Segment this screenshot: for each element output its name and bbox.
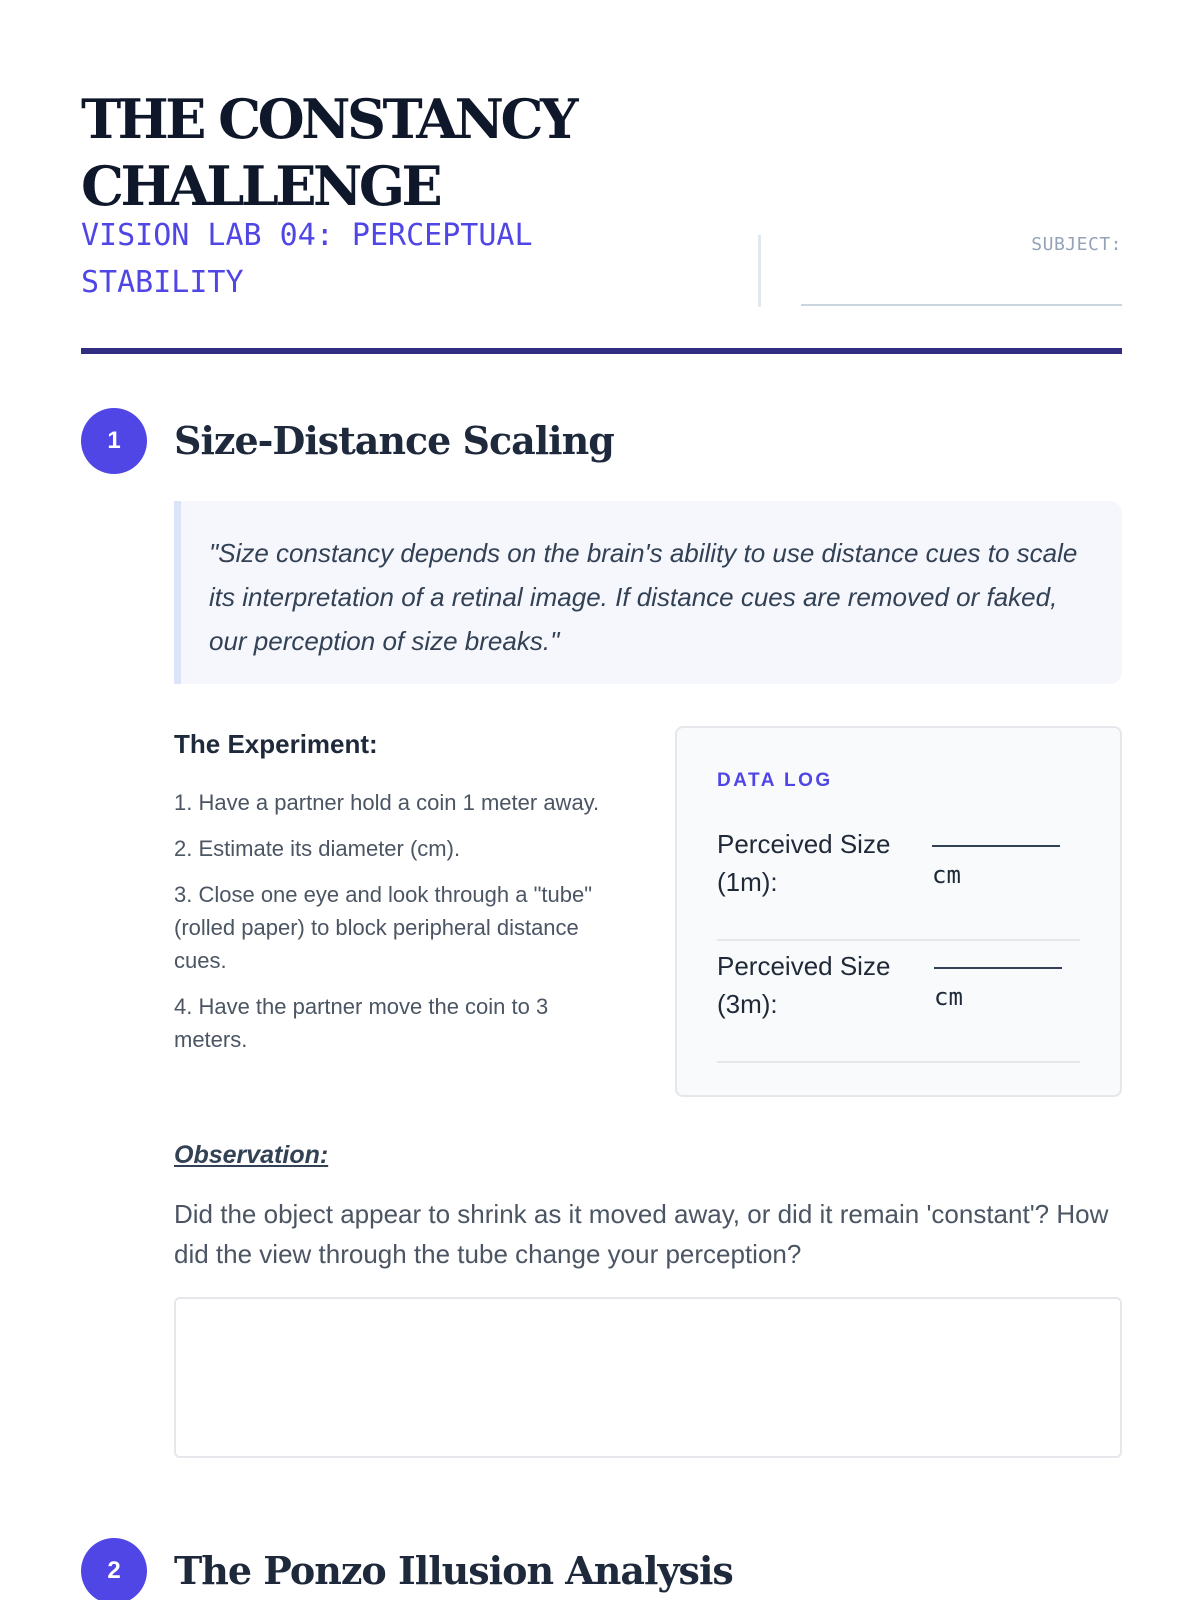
experiment-instructions (174, 724, 624, 1069)
observation-question: Did the object appear to shrink as it moved away, or did it remain 'constant'? How did the view through the tube change your perception? (174, 1199, 1109, 1269)
observation-label: Observation: (174, 1141, 329, 1169)
data-log-label: Perceived Size (1m): (717, 829, 891, 897)
page-title: THE CONSTANCY CHALLENGE (81, 87, 576, 218)
header-rule (81, 348, 1122, 354)
data-log-title: DATA LOG (717, 770, 833, 791)
data-log-row (717, 825, 1080, 941)
list-item: 4. Have the partner move the coin to 3 meters. (174, 994, 549, 1052)
subject-label: SUBJECT: (1031, 234, 1122, 255)
list-item: 3. Close one eye and look through a "tube" (rolled paper) to block peripheral distance cues. (174, 882, 593, 973)
experiment-heading: The Experiment: (174, 729, 378, 759)
quote-box: "Size constancy depends on the brain's ability to use distance cues to scale its interpretation of a retinal image. If distance cues are removed or faked, our perception of size breaks." (174, 501, 1122, 684)
section-number-badge: 2 (81, 1538, 147, 1600)
list-item: 1. Have a partner hold a coin 1 meter away. (174, 790, 600, 815)
data-log-row (717, 947, 1080, 1063)
experiment-steps (174, 786, 624, 1056)
section-number-badge: 1 (81, 408, 147, 474)
section-2-header (81, 1538, 1122, 1600)
page-subtitle: VISION LAB 04: PERCEPTUAL STABILITY (81, 218, 533, 300)
section-1-header (81, 408, 1122, 474)
list-item: 2. Estimate its diameter (cm). (174, 836, 461, 861)
header-divider (758, 235, 761, 307)
section-title: The Ponzo Illusion Analysis (174, 1548, 733, 1593)
worksheet-header (81, 86, 1122, 358)
unit-label: cm (932, 861, 961, 889)
observation-answer-box[interactable] (174, 1297, 1122, 1458)
data-log-panel (675, 726, 1122, 1097)
data-log-label: Perceived Size (3m): (717, 951, 891, 1019)
size-3m-field[interactable] (934, 967, 1062, 969)
subject-field[interactable] (801, 304, 1122, 306)
section-title: Size-Distance Scaling (174, 418, 614, 463)
size-1m-field[interactable] (932, 845, 1060, 847)
unit-label: cm (934, 983, 963, 1011)
